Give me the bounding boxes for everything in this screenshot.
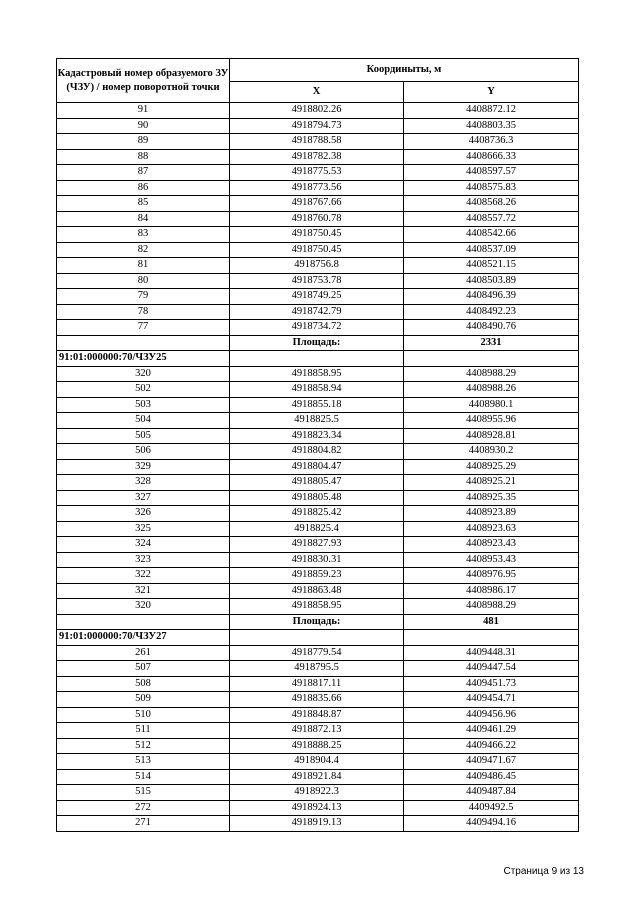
table-row bbox=[57, 397, 579, 413]
y-coordinate-cell: 4408976.95 bbox=[404, 568, 579, 584]
point-number-cell: 89 bbox=[57, 134, 230, 150]
table-row bbox=[57, 676, 579, 692]
y-coordinate-cell: 4408928.81 bbox=[404, 428, 579, 444]
table-row bbox=[57, 118, 579, 134]
table-row bbox=[57, 320, 579, 336]
point-number-cell: 322 bbox=[57, 568, 230, 584]
table-row bbox=[57, 583, 579, 599]
x-coordinate-cell: 4918827.93 bbox=[230, 537, 404, 553]
section-cadastral-number: 91:01:000000:70/ЧЗУ27 bbox=[57, 630, 230, 646]
table-row bbox=[57, 227, 579, 243]
table-row bbox=[57, 816, 579, 832]
y-coordinate-cell: 4408542.66 bbox=[404, 227, 579, 243]
point-number-column-header: Кадастровый номер образуемого ЗУ (ЧЗУ) / номер поворотной точки bbox=[57, 59, 230, 103]
x-coordinate-cell: 4918823.34 bbox=[230, 428, 404, 444]
table-row bbox=[57, 103, 579, 119]
point-number-cell: 510 bbox=[57, 707, 230, 723]
y-coordinate-cell: 4408503.89 bbox=[404, 273, 579, 289]
y-coordinate-cell: 4408736.3 bbox=[404, 134, 579, 150]
table-row bbox=[57, 599, 579, 615]
y-coordinate-cell: 4408988.29 bbox=[404, 366, 579, 382]
y-coordinate-cell: 4408930.2 bbox=[404, 444, 579, 460]
section-empty-cell bbox=[230, 630, 404, 646]
x-coordinate-cell: 4918904.4 bbox=[230, 754, 404, 770]
x-coordinate-cell: 4918858.95 bbox=[230, 599, 404, 615]
point-number-cell: 503 bbox=[57, 397, 230, 413]
x-coordinate-cell: 4918760.78 bbox=[230, 211, 404, 227]
y-coordinate-cell: 4408803.35 bbox=[404, 118, 579, 134]
x-coordinate-cell: 4918825.5 bbox=[230, 413, 404, 429]
point-number-cell: 514 bbox=[57, 769, 230, 785]
table-row bbox=[57, 661, 579, 677]
y-coordinate-cell: 4409456.96 bbox=[404, 707, 579, 723]
y-coordinate-cell: 4408955.96 bbox=[404, 413, 579, 429]
coordinates-group-header: Координыты, м bbox=[230, 59, 579, 82]
y-coordinate-cell: 4408575.83 bbox=[404, 180, 579, 196]
page-number: Страница 9 из 13 bbox=[503, 866, 584, 877]
x-coordinate-cell: 4918830.31 bbox=[230, 552, 404, 568]
x-coordinate-cell: 4918817.11 bbox=[230, 676, 404, 692]
area-empty-cell bbox=[57, 335, 230, 351]
y-coordinate-cell: 4409492.5 bbox=[404, 800, 579, 816]
x-coordinate-cell: 4918835.66 bbox=[230, 692, 404, 708]
point-number-cell: 321 bbox=[57, 583, 230, 599]
table-row bbox=[57, 521, 579, 537]
table-row bbox=[57, 289, 579, 305]
y-coordinate-cell: 4409454.71 bbox=[404, 692, 579, 708]
y-coordinate-cell: 4409471.67 bbox=[404, 754, 579, 770]
point-number-cell: 82 bbox=[57, 242, 230, 258]
area-label: Площадь: bbox=[230, 335, 404, 351]
x-coordinate-cell: 4918855.18 bbox=[230, 397, 404, 413]
table-row bbox=[57, 149, 579, 165]
y-coordinate-cell: 4408986.17 bbox=[404, 583, 579, 599]
area-row bbox=[57, 335, 579, 351]
x-coordinate-cell: 4918858.95 bbox=[230, 366, 404, 382]
x-coordinate-cell: 4918779.54 bbox=[230, 645, 404, 661]
table-row bbox=[57, 273, 579, 289]
point-number-cell: 79 bbox=[57, 289, 230, 305]
y-coordinate-cell: 4408521.15 bbox=[404, 258, 579, 274]
point-number-cell: 320 bbox=[57, 366, 230, 382]
y-coordinate-cell: 4408988.26 bbox=[404, 382, 579, 398]
table-row bbox=[57, 459, 579, 475]
y-coordinate-cell: 4408923.63 bbox=[404, 521, 579, 537]
table-row bbox=[57, 428, 579, 444]
x-coordinate-cell: 4918859.23 bbox=[230, 568, 404, 584]
y-coordinate-cell: 4408988.29 bbox=[404, 599, 579, 615]
x-coordinate-cell: 4918825.4 bbox=[230, 521, 404, 537]
table-row bbox=[57, 211, 579, 227]
x-coordinate-cell: 4918742.79 bbox=[230, 304, 404, 320]
table-row bbox=[57, 552, 579, 568]
section-row bbox=[57, 630, 579, 646]
y-coordinate-cell: 4408925.35 bbox=[404, 490, 579, 506]
y-coordinate-cell: 4409448.31 bbox=[404, 645, 579, 661]
y-coordinate-cell: 4408980.1 bbox=[404, 397, 579, 413]
point-number-cell: 327 bbox=[57, 490, 230, 506]
x-coordinate-cell: 4918921.84 bbox=[230, 769, 404, 785]
table-row bbox=[57, 304, 579, 320]
x-column-header: X bbox=[230, 82, 404, 103]
table-row bbox=[57, 723, 579, 739]
point-number-cell: 86 bbox=[57, 180, 230, 196]
y-coordinate-cell: 4408537.09 bbox=[404, 242, 579, 258]
point-number-cell: 507 bbox=[57, 661, 230, 677]
point-number-cell: 271 bbox=[57, 816, 230, 832]
y-coordinate-cell: 4409486.45 bbox=[404, 769, 579, 785]
point-number-cell: 509 bbox=[57, 692, 230, 708]
table-row bbox=[57, 180, 579, 196]
y-coordinate-cell: 4408953.43 bbox=[404, 552, 579, 568]
area-row bbox=[57, 614, 579, 630]
table-row bbox=[57, 242, 579, 258]
point-number-cell: 91 bbox=[57, 103, 230, 119]
point-number-cell: 320 bbox=[57, 599, 230, 615]
point-number-cell: 512 bbox=[57, 738, 230, 754]
point-number-cell: 87 bbox=[57, 165, 230, 181]
x-coordinate-cell: 4918782.38 bbox=[230, 149, 404, 165]
section-empty-cell bbox=[404, 351, 579, 367]
x-coordinate-cell: 4918848.87 bbox=[230, 707, 404, 723]
point-number-cell: 325 bbox=[57, 521, 230, 537]
table-row bbox=[57, 165, 579, 181]
x-coordinate-cell: 4918858.94 bbox=[230, 382, 404, 398]
x-coordinate-cell: 4918750.45 bbox=[230, 227, 404, 243]
x-coordinate-cell: 4918888.25 bbox=[230, 738, 404, 754]
section-empty-cell bbox=[404, 630, 579, 646]
x-coordinate-cell: 4918825.42 bbox=[230, 506, 404, 522]
x-coordinate-cell: 4918924.13 bbox=[230, 800, 404, 816]
table-row bbox=[57, 707, 579, 723]
point-number-cell: 85 bbox=[57, 196, 230, 212]
point-number-cell: 77 bbox=[57, 320, 230, 336]
y-coordinate-cell: 4408923.43 bbox=[404, 537, 579, 553]
x-coordinate-cell: 4918750.45 bbox=[230, 242, 404, 258]
y-coordinate-cell: 4408568.26 bbox=[404, 196, 579, 212]
table-row bbox=[57, 366, 579, 382]
area-label: Площадь: bbox=[230, 614, 404, 630]
point-number-cell: 261 bbox=[57, 645, 230, 661]
y-coordinate-cell: 4409494.16 bbox=[404, 816, 579, 832]
point-number-cell: 513 bbox=[57, 754, 230, 770]
x-coordinate-cell: 4918804.47 bbox=[230, 459, 404, 475]
point-number-cell: 505 bbox=[57, 428, 230, 444]
y-column-header: Y bbox=[404, 82, 579, 103]
y-coordinate-cell: 4409451.73 bbox=[404, 676, 579, 692]
y-coordinate-cell: 4409461.29 bbox=[404, 723, 579, 739]
section-cadastral-number: 91:01:000000:70/ЧЗУ25 bbox=[57, 351, 230, 367]
section-row bbox=[57, 351, 579, 367]
point-number-cell: 272 bbox=[57, 800, 230, 816]
point-number-cell: 90 bbox=[57, 118, 230, 134]
table-row bbox=[57, 645, 579, 661]
y-coordinate-cell: 4409466.22 bbox=[404, 738, 579, 754]
point-number-cell: 511 bbox=[57, 723, 230, 739]
x-coordinate-cell: 4918794.73 bbox=[230, 118, 404, 134]
table-row bbox=[57, 382, 579, 398]
y-coordinate-cell: 4408490.76 bbox=[404, 320, 579, 336]
x-coordinate-cell: 4918749.25 bbox=[230, 289, 404, 305]
x-coordinate-cell: 4918872.13 bbox=[230, 723, 404, 739]
point-number-cell: 80 bbox=[57, 273, 230, 289]
y-coordinate-cell: 4408597.57 bbox=[404, 165, 579, 181]
section-empty-cell bbox=[230, 351, 404, 367]
y-coordinate-cell: 4409447.54 bbox=[404, 661, 579, 677]
y-coordinate-cell: 4408492.23 bbox=[404, 304, 579, 320]
y-coordinate-cell: 4408496.39 bbox=[404, 289, 579, 305]
y-coordinate-cell: 4408923.89 bbox=[404, 506, 579, 522]
table-row bbox=[57, 196, 579, 212]
x-coordinate-cell: 4918802.26 bbox=[230, 103, 404, 119]
table-row bbox=[57, 785, 579, 801]
table-row bbox=[57, 490, 579, 506]
y-coordinate-cell: 4408666.33 bbox=[404, 149, 579, 165]
table-row bbox=[57, 692, 579, 708]
x-coordinate-cell: 4918775.53 bbox=[230, 165, 404, 181]
x-coordinate-cell: 4918753.78 bbox=[230, 273, 404, 289]
table-row bbox=[57, 506, 579, 522]
point-number-cell: 508 bbox=[57, 676, 230, 692]
x-coordinate-cell: 4918788.58 bbox=[230, 134, 404, 150]
x-coordinate-cell: 4918919.13 bbox=[230, 816, 404, 832]
point-number-cell: 323 bbox=[57, 552, 230, 568]
y-coordinate-cell: 4408925.21 bbox=[404, 475, 579, 491]
x-coordinate-cell: 4918773.56 bbox=[230, 180, 404, 196]
table-row bbox=[57, 258, 579, 274]
x-coordinate-cell: 4918804.82 bbox=[230, 444, 404, 460]
table-row bbox=[57, 738, 579, 754]
point-number-cell: 326 bbox=[57, 506, 230, 522]
table-row bbox=[57, 754, 579, 770]
x-coordinate-cell: 4918863.48 bbox=[230, 583, 404, 599]
point-number-cell: 84 bbox=[57, 211, 230, 227]
point-number-cell: 515 bbox=[57, 785, 230, 801]
point-number-cell: 504 bbox=[57, 413, 230, 429]
point-number-cell: 78 bbox=[57, 304, 230, 320]
y-coordinate-cell: 4408557.72 bbox=[404, 211, 579, 227]
x-coordinate-cell: 4918805.48 bbox=[230, 490, 404, 506]
table-row bbox=[57, 769, 579, 785]
point-number-cell: 88 bbox=[57, 149, 230, 165]
table-row bbox=[57, 475, 579, 491]
point-number-cell: 81 bbox=[57, 258, 230, 274]
point-number-cell: 328 bbox=[57, 475, 230, 491]
table-row bbox=[57, 444, 579, 460]
point-number-cell: 324 bbox=[57, 537, 230, 553]
x-coordinate-cell: 4918795.5 bbox=[230, 661, 404, 677]
table-row bbox=[57, 800, 579, 816]
area-value: 481 bbox=[404, 614, 579, 630]
point-number-cell: 329 bbox=[57, 459, 230, 475]
x-coordinate-cell: 4918756.8 bbox=[230, 258, 404, 274]
table-row bbox=[57, 413, 579, 429]
x-coordinate-cell: 4918805.47 bbox=[230, 475, 404, 491]
point-number-cell: 83 bbox=[57, 227, 230, 243]
x-coordinate-cell: 4918922.3 bbox=[230, 785, 404, 801]
table-row bbox=[57, 134, 579, 150]
point-number-cell: 502 bbox=[57, 382, 230, 398]
y-coordinate-cell: 4409487.84 bbox=[404, 785, 579, 801]
x-coordinate-cell: 4918734.72 bbox=[230, 320, 404, 336]
coordinates-table bbox=[56, 58, 579, 832]
y-coordinate-cell: 4408925.29 bbox=[404, 459, 579, 475]
table-row bbox=[57, 568, 579, 584]
area-value: 2331 bbox=[404, 335, 579, 351]
y-coordinate-cell: 4408872.12 bbox=[404, 103, 579, 119]
area-empty-cell bbox=[57, 614, 230, 630]
table-body bbox=[57, 103, 579, 832]
point-number-cell: 506 bbox=[57, 444, 230, 460]
x-coordinate-cell: 4918767.66 bbox=[230, 196, 404, 212]
table-row bbox=[57, 537, 579, 553]
